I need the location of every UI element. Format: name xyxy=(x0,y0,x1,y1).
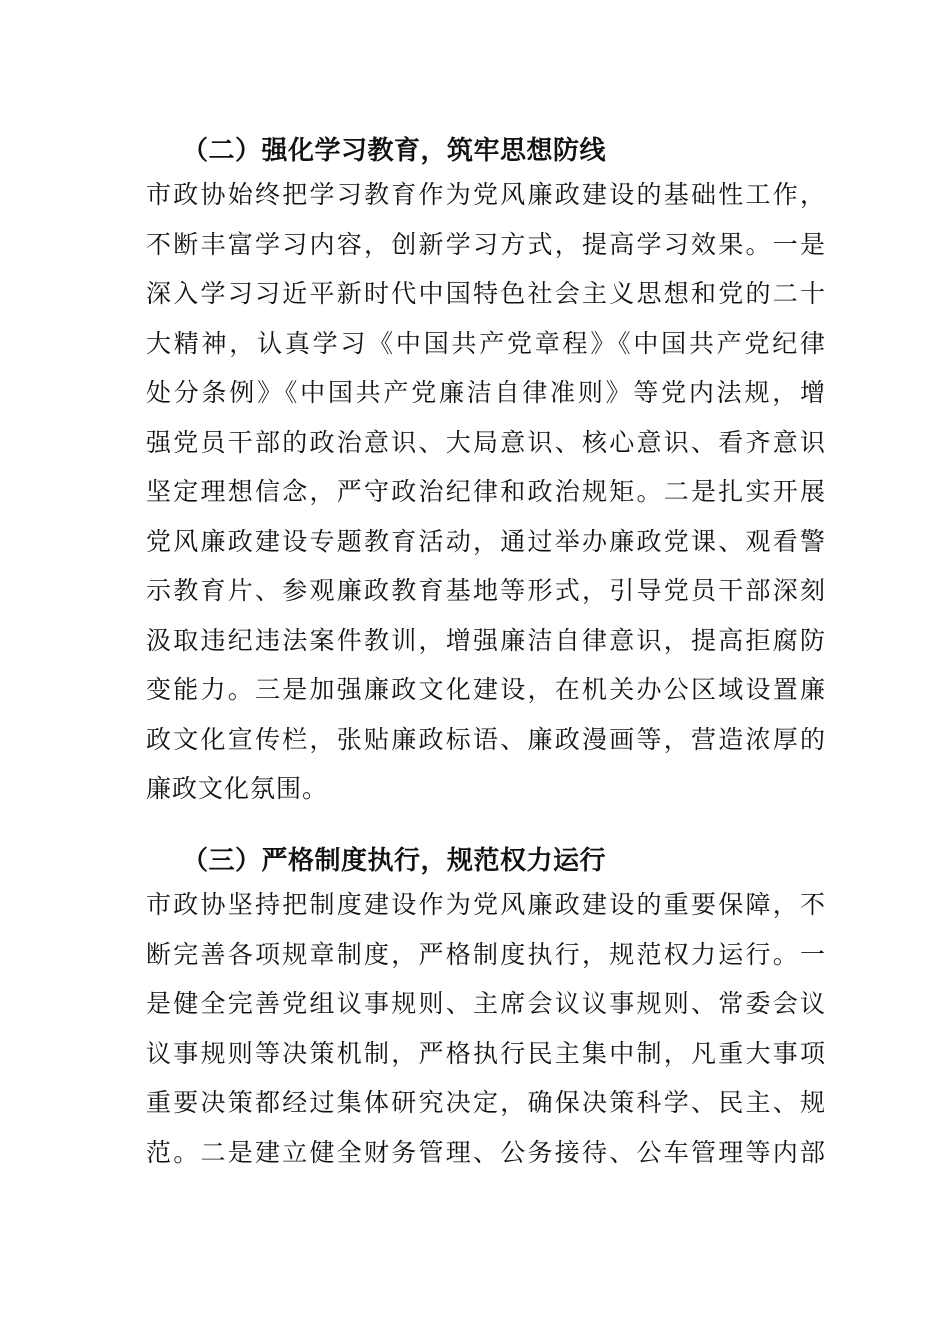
paragraph-line: 强党员干部的政治意识、大局意识、核心意识、看齐意识 xyxy=(146,427,826,457)
paragraph-line: 深入学习习近平新时代中国特色社会主义思想和党的二十 xyxy=(146,279,826,308)
section-heading-3: （三）严格制度执行，规范权力运行 xyxy=(182,846,607,876)
paragraph-line: 党风廉政建设专题教育活动，通过举办廉政党课、观看警 xyxy=(146,526,826,556)
paragraph-line: 范。二是建立健全财务管理、公务接待、公车管理等内部 xyxy=(146,1137,826,1167)
paragraph-line: 是健全完善党组议事规则、主席会议议事规则、常委会议 xyxy=(146,989,826,1018)
paragraph-line: 坚定理想信念，严守政治纪律和政治规矩。二是扎实开展 xyxy=(146,477,826,506)
paragraph-line: 大精神，认真学习《中国共产党章程》《中国共产党纪律 xyxy=(146,328,826,358)
paragraph-line: 议事规则等决策机制，严格执行民主集中制，凡重大事项 xyxy=(146,1038,826,1068)
paragraph-line: 汲取违纪违法案件教训，增强廉洁自律意识，提高拒腐防 xyxy=(146,625,826,655)
paragraph-line: 不断丰富学习内容，创新学习方式，提高学习效果。一是 xyxy=(146,229,826,259)
section-heading-2: （二）强化学习教育，筑牢思想防线 xyxy=(182,136,607,166)
section-paragraph-2 xyxy=(146,170,826,814)
paragraph-line: 政文化宣传栏，张贴廉政标语、廉政漫画等，营造浓厚的 xyxy=(146,724,826,754)
section-paragraph-3 xyxy=(146,880,826,1177)
paragraph-line: 廉政文化氛围。 xyxy=(146,774,329,803)
paragraph-line: 变能力。三是加强廉政文化建设，在机关办公区域设置廉 xyxy=(146,675,826,704)
paragraph-line: 市政协始终把学习教育作为党风廉政建设的基础性工作， xyxy=(146,180,826,209)
paragraph-line: 断完善各项规章制度，严格制度执行，规范权力运行。一 xyxy=(146,939,826,969)
paragraph-line: 处分条例》《中国共产党廉洁自律准则》等党内法规，增 xyxy=(146,378,826,407)
paragraph-line: 市政协坚持把制度建设作为党风廉政建设的重要保障，不 xyxy=(146,890,826,919)
paragraph-line: 示教育片、参观廉政教育基地等形式，引导党员干部深刻 xyxy=(146,576,826,605)
paragraph-line: 重要决策都经过集体研究决定，确保决策科学、民主、规 xyxy=(146,1088,826,1117)
